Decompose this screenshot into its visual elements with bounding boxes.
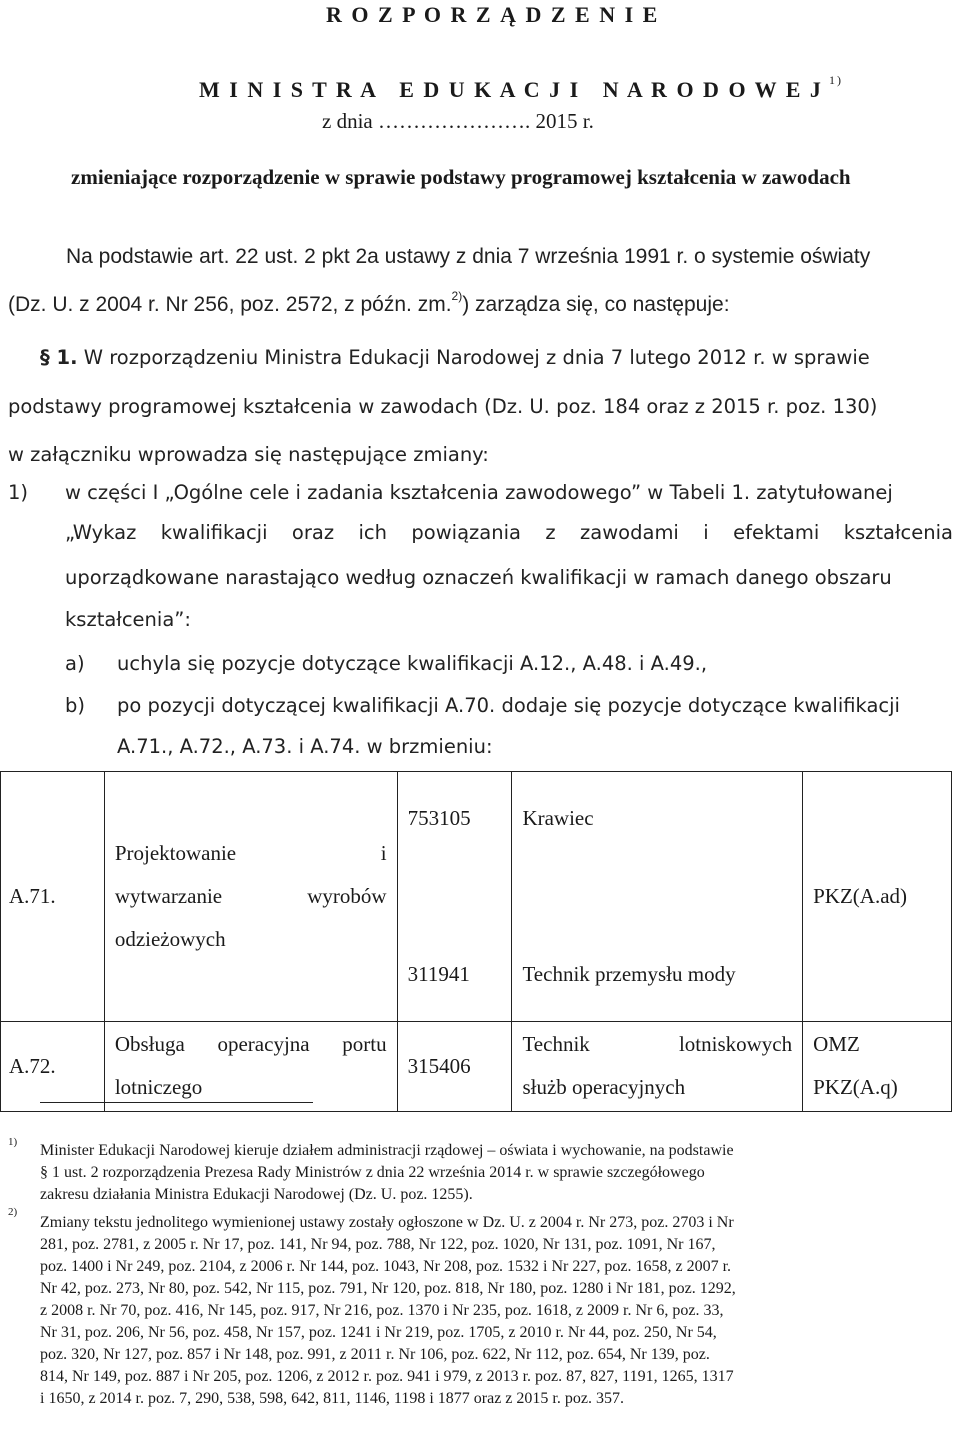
sub-b-label: b) [65,694,85,717]
item-1-line-3: uporządkowane narastająco według oznaczeń kwalifikacji w ramach danego obszaru [65,566,892,589]
word: służb operacyjnych [522,1075,686,1099]
footnote-line: poz. 320, Nr 127, poz. 857 i Nr 148, poz. 991, z 2011 r. Nr 106, poz. 622, Nr 112, poz. 654, Nr 139, poz. [40,1346,710,1363]
sub-b-line-2: A.71., A.72., A.73. i A.74. w brzmieniu: [117,735,493,758]
profession-code [397,1021,512,1111]
qualification-code-text: A.71. [9,883,56,908]
word: kształcenia [843,521,953,544]
footnote-line: z 2008 r. Nr 70, poz. 416, Nr 145, poz. 917, Nr 216, poz. 1370 i Nr 235, poz. 1618, z 2009 r. Nr 6, poz. 33, [40,1302,724,1319]
word: powiązania [411,521,521,544]
qualification-code [1,772,105,1022]
qualification-code-text: A.72. [9,1053,56,1078]
ministry-name [184,51,843,103]
word: Projektowanie [114,840,237,865]
preamble-line-2 [8,289,730,317]
section-1-text-1: W rozporządzeniu Ministra Edukacji Narodowej z dnia 7 lutego 2012 r. w sprawie [83,346,870,369]
section-1-line-1 [40,346,870,369]
ministry-name-text: M I N I S T R A E D U K A C J I N A R O D O W E J [199,77,823,102]
item-1-line-1: w części I „Ogólne cele i zadania kształcenia zawodowego” w Tabeli 1. zatytułowanej [65,481,893,504]
document-subject: zmieniające rozporządzenie w sprawie podstawy programowej kształcenia w zawodach [71,165,851,189]
date-dots: …………………. [377,109,531,133]
footnote-divider [40,1102,313,1103]
table-row [1,772,952,962]
profession-code [397,772,512,962]
sub-a-label: a) [65,652,85,675]
word: odzieżowych [114,926,226,951]
area-text: PKZ(A.ad) [813,883,908,908]
qualification-name [104,772,397,1022]
item-1-line-4: kształcenia”: [65,608,191,631]
section-1-line-3: w załączniku wprowadza się następujące zmiany: [8,443,489,466]
footnote-ref-2: 2) [451,289,463,303]
word: wyrobów [307,883,387,908]
qual-line [115,918,387,961]
word: „Wykaz [65,521,137,544]
word: wytwarzanie [114,883,223,908]
footnote-line: 814, Nr 149, poz. 887 i Nr 205, poz. 1206, z 2012 r. poz. 941 i 979, z 2013 r. poz. 87, 827, 1191, 1265, 1317 [40,1368,734,1385]
footnote-line: zakresu działania Ministra Edukacji Narodowej (Dz. U. poz. 1255). [40,1186,473,1203]
footnote-line: 281, poz. 2781, z 2005 r. Nr 17, poz. 141, Nr 94, poz. 788, Nr 122, poz. 1020, Nr 131, poz. 1091, Nr 167, [40,1236,716,1253]
qualification-name [104,1021,397,1111]
item-1-number: 1) [8,481,29,504]
area-text: OMZ [813,1032,860,1056]
area-text: PKZ(A.q) [813,1075,898,1099]
preamble-line-1: Na podstawie art. 22 ust. 2 pkt 2a ustawy z dnia 7 września 1991 r. o systemie oświaty [66,245,871,268]
profession-name [512,1021,803,1111]
sub-a-text: uchyla się pozycje dotyczące kwalifikacji A.12., A.48. i A.49., [117,652,708,675]
item-1-line-2 [65,521,953,544]
section-1-label: § 1. [40,346,78,369]
profession-code-text: 753105 [407,806,471,830]
word: i [703,521,709,544]
profession-code [397,962,512,1022]
footnote-line: Zmiany tekstu jednolitego wymienionej ustawy zostały ogłoszone w Dz. U. z 2004 r. Nr 273, poz. 2703 i Nr [40,1214,734,1231]
prof-line [522,1066,792,1109]
preamble-enact: ) zarządza się, co następuje: [462,293,730,316]
date-prefix: z dnia [322,109,373,133]
footnote-line: Nr 31, poz. 206, Nr 56, poz. 458, Nr 157, poz. 1241 i Nr 219, poz. 1705, z 2010 r. Nr 44, poz. 250, Nr 54, [40,1324,717,1341]
sub-b-line-1: po pozycji dotyczącej kwalifikacji A.70. dodaje się pozycje dotyczące kwalifikacji [117,694,900,717]
word: i [380,840,387,865]
footnote-ref-1: 1) [828,73,843,87]
word: Technik [522,1032,590,1056]
prof-line [522,1023,792,1066]
profession-code-text: 315406 [407,1053,471,1078]
footnote-line: i 1650, z 2014 r. poz. 7, 290, 538, 598, 642, 811, 1146, 1198 i 1877 oraz z 2015 r. poz. 357. [40,1390,624,1407]
word: kwalifikacji [160,521,268,544]
footnote-1-mark: 1) [8,1136,18,1148]
word: Obsługa [114,1032,185,1056]
footnote-2 [40,1212,736,1410]
profession-name [512,772,803,962]
table-row [1,1021,952,1111]
document-date [322,109,594,134]
word: oraz [291,521,335,544]
footnote-2-mark: 2) [8,1206,18,1218]
qual-line [115,1023,387,1066]
qual-line [115,875,387,918]
qualification-code [1,1021,105,1111]
footnote-1 [40,1140,734,1206]
profession-name-text: Krawiec [522,806,594,830]
preamble-citation: (Dz. U. z 2004 r. Nr 256, poz. 2572, z późn. zm. [8,293,452,316]
qualifications-table [0,771,952,1112]
qual-line [115,832,387,875]
word: zawodami [580,521,679,544]
footnote-line: poz. 1400 i Nr 249, poz. 2104, z 2006 r. Nr 144, poz. 1043, Nr 208, poz. 1532 i Nr 227, poz. 1658, z 2007 r. [40,1258,732,1275]
document-title: R O Z P O R Z Ą D Z E N I E [326,2,660,27]
word: efektami [733,521,820,544]
footnote-line: Minister Edukacji Narodowej kieruje działem administracji rządowej – oświata i wychowanie, na podstawie [40,1142,734,1159]
word: portu [342,1032,387,1056]
date-year: 2015 r. [535,109,594,133]
word: z [545,521,556,544]
footnote-line: § 1 ust. 2 rozporządzenia Prezesa Rady Ministrów z dnia 22 września 2014 r. w sprawie szczegółowego [40,1164,705,1181]
word: lotniskowych [678,1032,793,1056]
profession-name-text: Technik przemysłu mody [522,961,736,986]
word: operacyjna [217,1032,310,1056]
area-cell [803,772,952,1022]
area-cell [803,1021,952,1111]
word: lotniczego [114,1075,203,1099]
profession-name [512,962,803,1022]
section-1-line-2: podstawy programowej kształcenia w zawodach (Dz. U. poz. 184 oraz z 2015 r. poz. 130) [8,395,878,418]
profession-code-text: 311941 [407,961,470,986]
footnote-line: Nr 42, poz. 273, Nr 80, poz. 542, Nr 115, poz. 791, Nr 120, poz. 818, Nr 180, poz. 1280 i Nr 181, poz. 1292, [40,1280,736,1297]
word: ich [358,521,387,544]
